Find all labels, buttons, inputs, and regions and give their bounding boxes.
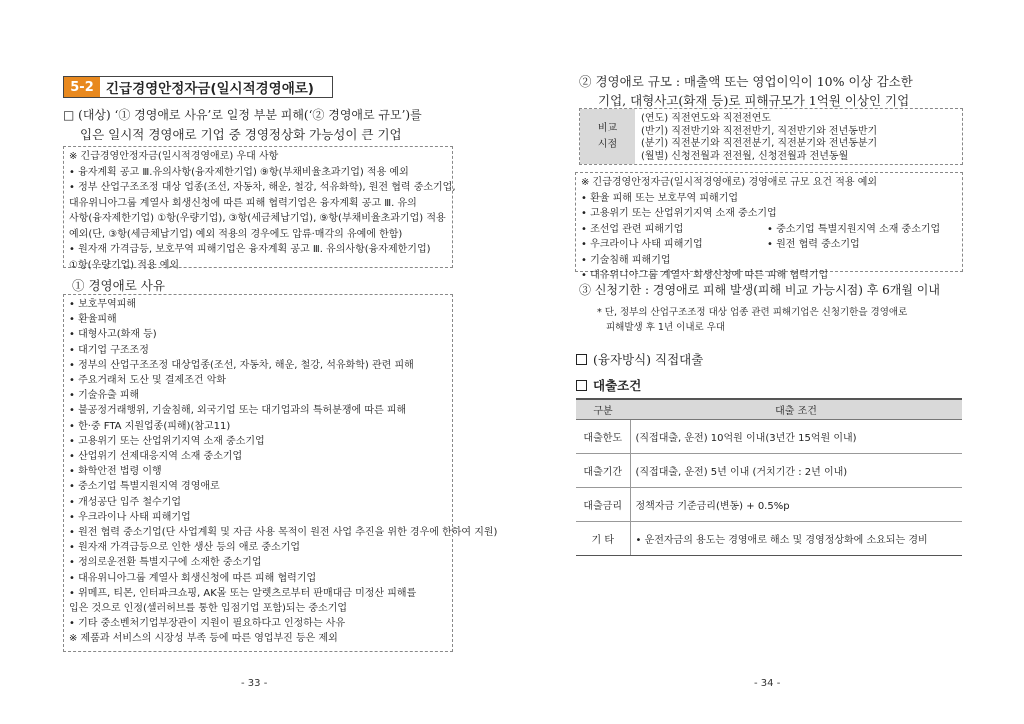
- reason-item: 입은 것으로 인정(셀러허브를 통한 입점기업 포함)되는 중소기업: [69, 603, 348, 615]
- preference-item: • 융자계획 공고 Ⅲ.유의사항(융자제한기업) ⑨항(부채비율초과기업) 적용 예외: [69, 166, 409, 178]
- scale-line1: ② 경영애로 규모 : 매출액 또는 영업이익이 10% 이상 감소한: [579, 74, 913, 89]
- preference-item: 사항(융자제한기업) ①항(우량기업), ③항(세금체납기업), ⑨항(부채비율초과기업) 적용: [69, 213, 446, 224]
- reason-item: • 원자재 가격급등으로 인한 생산 등의 애로 중소기업: [69, 542, 301, 554]
- table-row: [576, 419, 962, 453]
- preference-item: • 정부 산업구조조정 대상 업종(조선, 자동차, 해운, 철강, 석유화학), 원전 협력 중소기업,: [69, 182, 456, 193]
- preference-item: 대유위니아그룹 계열사 회생신청에 따른 피해 협력기업은 융자계획 공고 Ⅲ. 유의: [69, 197, 417, 209]
- exception-item: • 고용위기 또는 산업위기지역 소재 중소기업: [581, 208, 777, 219]
- comparison-row: (연도) 직전연도와 직전전연도: [641, 113, 772, 124]
- reason-item: • 정부의 산업구조조정 대상업종(조선, 자동차, 해운, 철강, 석유화학) 관련 피해: [69, 359, 414, 371]
- reason-item: • 개성공단 입주 철수기업: [69, 496, 182, 508]
- reason-item: • 불공정거래행위, 기술침해, 외국기업 또는 대기업과의 특허분쟁에 따른 피해: [69, 405, 407, 417]
- method-text: (융자방식) 직접대출: [593, 352, 704, 367]
- reason-item: • 기타 중소벤처기업부장관이 지원이 필요하다고 인정하는 사유: [69, 618, 346, 630]
- header-category: 구분: [576, 399, 630, 419]
- comparison-label-1: 비교: [597, 122, 618, 134]
- reason-item: • 환율피해: [69, 314, 117, 326]
- comparison-label: [580, 109, 635, 164]
- scale-heading: [579, 72, 979, 110]
- exception-item: • 조선업 관련 피해기업: [581, 223, 684, 235]
- exception-item: • 대유위니아그룹 계열사 회생신청에 따른 피해 협력기업: [581, 270, 829, 281]
- reason-item: • 화학안전 법령 이행: [69, 466, 162, 478]
- reason-item: • 고용위기 또는 산업위기지역 소재 중소기업: [69, 435, 265, 447]
- table-row: [576, 521, 962, 555]
- loan-terms-table: [576, 398, 962, 556]
- exception-row: [581, 222, 957, 238]
- exception-row: [581, 191, 957, 207]
- period-note-2: 피해발생 후 1년 이내로 우대: [606, 322, 726, 333]
- exception-item: • 원전 협력 중소기업: [767, 239, 860, 250]
- page-number-right: - 34 -: [754, 678, 781, 689]
- target-line1: □ (대상) ‘① 경영애로 사유’로 일정 부분 피해(‘② 경영애로 규모’)를: [63, 108, 422, 122]
- reason-item: • 위메프, 티몬, 인터파크쇼핑, AK몰 또는 알렛츠로부터 판매대금 미정산 피해를: [69, 587, 417, 599]
- row-value: 정책자금 기준금리(변동) + 0.5%p: [630, 487, 962, 521]
- period-heading: ③ 신청기한 : 경영애로 피해 발생(피해 비교 가능시점) 후 6개월 이내: [579, 283, 940, 297]
- reason-item: • 산업위기 선제대응지역 소재 중소기업: [69, 451, 243, 463]
- exception-row: [581, 237, 957, 253]
- target-heading: [63, 106, 458, 144]
- exception-row: [581, 206, 957, 222]
- reason-item: • 정의로운전환 특별지구에 소재한 중소기업: [69, 557, 262, 569]
- preference-item: ①항(우량기업) 적용 예외: [69, 259, 180, 271]
- exception-row: [581, 253, 957, 269]
- reason-heading: ① 경영애로 사유: [72, 278, 165, 293]
- method-heading: [576, 350, 703, 369]
- reason-item: • 한·중 FTA 지원업종(피해)(참고11): [69, 420, 231, 432]
- reason-item: • 대형사고(화재 등): [69, 329, 157, 341]
- target-line2: 입은 일시적 경영애로 기업 중 경영정상화 가능성이 큰 기업: [80, 127, 402, 142]
- reason-item: • 보호무역피해: [69, 299, 137, 310]
- section-number: 5-2: [64, 77, 100, 97]
- comparison-row: (반기) 직전반기와 직전전반기, 직전반기와 전년동반기: [641, 125, 878, 137]
- checkbox-icon: [576, 354, 587, 365]
- comparison-table: [579, 108, 963, 165]
- reason-item: • 기술유출 피해: [69, 390, 140, 402]
- row-label: 대출금리: [576, 487, 630, 521]
- condition-text: 대출조건: [593, 378, 642, 393]
- reason-item: • 원전 협력 중소기업(단 사업계획 및 자금 사용 목적이 원전 사업 추진을 위한 경우에 한하여 지원): [69, 527, 498, 539]
- preference-item: • 원자재 가격급등, 보호무역 피해기업은 융자계획 공고 Ⅲ. 유의사항(융자제한기업): [69, 244, 431, 255]
- comparison-row: (분기) 직전분기와 직전전분기, 직전분기와 전년동분기: [641, 138, 878, 149]
- row-value: • 운전자금의 용도는 경영애로 해소 및 경영정상화에 소요되는 경비: [630, 521, 962, 555]
- section-name: 긴급경영안정자금(일시적경영애로): [106, 81, 314, 97]
- exception-item: • 기술침해 피해기업: [581, 254, 671, 266]
- row-value: (직접대출, 운전) 5년 이내 (거치기간 : 2년 이내): [630, 453, 962, 487]
- table-row: [576, 487, 962, 521]
- reason-item: • 대유위니아그룹 계열사 회생신청에 따른 피해 협력기업: [69, 572, 317, 584]
- reason-item: ※ 제품과 서비스의 시장성 부족 등에 따른 영업부진 등은 제외: [69, 633, 338, 645]
- exception-item: • 우크라이나 사태 피해기업: [581, 239, 703, 250]
- section-title: [63, 76, 333, 98]
- preference-box: [63, 146, 456, 271]
- reason-list-box: [63, 294, 498, 652]
- comparison-values: [635, 109, 883, 164]
- page-number-left: - 33 -: [241, 678, 268, 689]
- comparison-row: (월별) 신청전월과 전전월, 신청전월과 전년동월: [641, 150, 849, 162]
- preference-item: ※ 긴급경영안정자금(일시적경영애로) 우대 사항: [69, 151, 279, 162]
- period-note: [597, 305, 907, 335]
- table-header-row: [576, 399, 962, 419]
- row-label: 기 타: [576, 521, 630, 555]
- reason-item: • 중소기업 특별지원지역 경영애로: [69, 481, 220, 493]
- exception-item: • 환율 피해 또는 보호무역 피해기업: [581, 192, 739, 204]
- scale-exception-box: [575, 172, 963, 281]
- condition-heading: [576, 376, 641, 395]
- exception-title: ※ 긴급경영안정자금(일시적경영애로) 경영애로 규모 요건 적용 예외: [581, 177, 878, 188]
- reason-item: • 우크라이나 사태 피해기업: [69, 511, 191, 523]
- row-value: (직접대출, 운전) 10억원 이내(3년간 15억원 이내): [630, 419, 962, 453]
- comparison-label-2: 시점: [597, 138, 618, 150]
- reason-item: • 주요거래처 도산 및 결제조건 악화: [69, 375, 227, 387]
- header-terms: 대출 조건: [630, 399, 962, 419]
- exception-item: • 중소기업 특별지원지역 소재 중소기업: [767, 223, 941, 235]
- reason-item: • 대기업 구조조정: [69, 344, 149, 356]
- period-note-1: * 단, 정부의 산업구조조정 대상 업종 관련 피해기업은 신청기한을 경영애로: [597, 307, 908, 318]
- row-label: 대출한도: [576, 419, 630, 453]
- scale-line2: 기업, 대형사고(화재 등)로 피해규모가 1억원 이상인 기업: [598, 93, 910, 108]
- preference-item: 예외(단, ③항(세금체납기업) 예외 적용의 경우에도 압류·매각의 유예에 한함): [69, 228, 403, 240]
- checkbox-icon: [576, 380, 587, 391]
- row-label: 대출기간: [576, 453, 630, 487]
- table-row: [576, 453, 962, 487]
